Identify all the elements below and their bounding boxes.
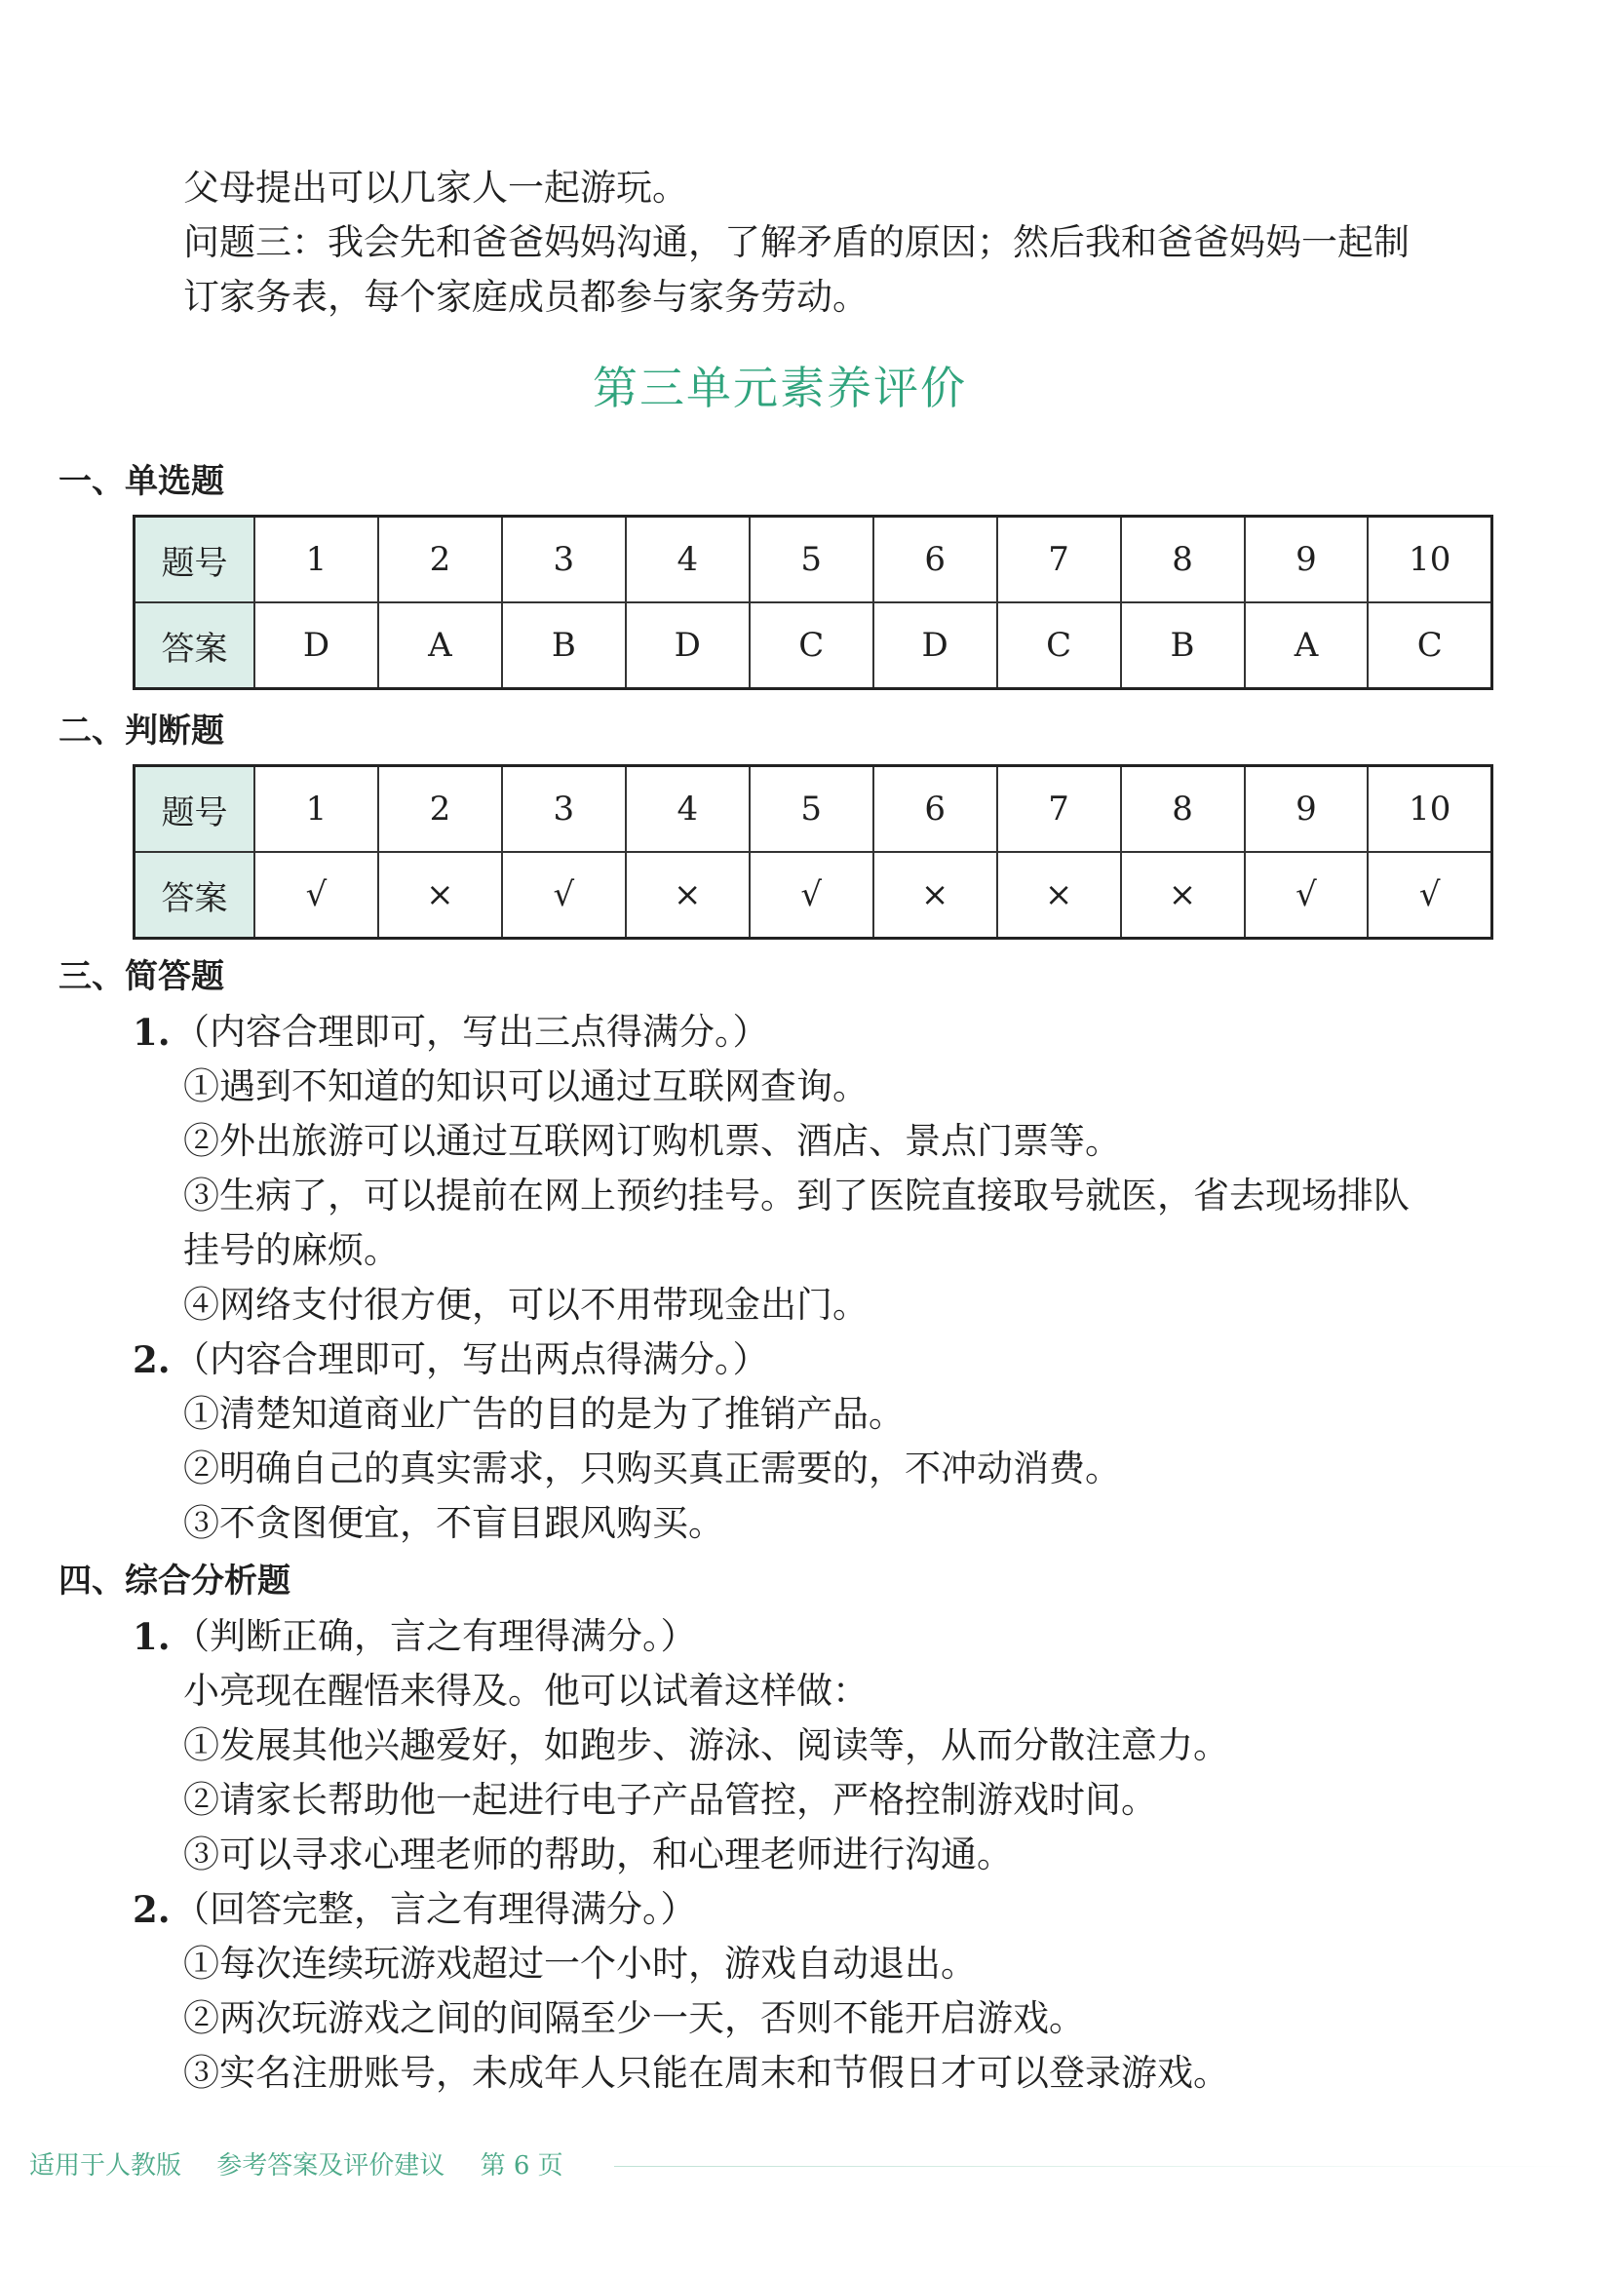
question-number-cell: 7 <box>997 517 1121 603</box>
question-number: 2. <box>133 1338 171 1381</box>
question-number-cell: 7 <box>997 766 1121 853</box>
intro-line-2: 问题三：我会先和爸爸妈妈沟通，了解矛盾的原因；然后我和爸爸妈妈一起制 <box>183 221 1410 263</box>
question-number-cell: 2 <box>378 517 502 603</box>
question-number-cell: 9 <box>1245 766 1369 853</box>
footer-edition: 适用于人教版 <box>29 2151 182 2181</box>
answer-item: 挂号的麻烦。 <box>183 1229 400 1271</box>
answer-cell: √ <box>254 852 378 939</box>
answer-cell: D <box>626 602 750 689</box>
true-false-answer-table <box>133 764 1493 940</box>
question-number-cell: 10 <box>1368 517 1491 603</box>
intro-line-1: 父母提出可以几家人一起游玩。 <box>183 167 688 209</box>
answer-cell: × <box>997 852 1121 939</box>
question-number-cell: 8 <box>1121 766 1245 853</box>
question-note: （判断正确，言之有理得满分。） <box>174 1615 697 1657</box>
footer-divider <box>614 2166 1589 2167</box>
question-number-cell: 4 <box>626 766 750 853</box>
question-number-cell: 2 <box>378 766 502 853</box>
answer-cell: A <box>378 602 502 689</box>
question-number: 1. <box>133 1615 171 1658</box>
section-heading-comprehensive: 四、综合分析题 <box>58 1562 290 1601</box>
answer-cell: √ <box>1368 852 1491 939</box>
answer-cell: A <box>1245 602 1369 689</box>
answer-item: ③可以寻求心理老师的帮助，和心理老师进行沟通。 <box>183 1834 1013 1875</box>
question-number-cell: 4 <box>626 517 750 603</box>
answer-cell: C <box>750 602 873 689</box>
answer-item: 小亮现在醒悟来得及。他可以试着这样做： <box>183 1670 869 1712</box>
row-header-answer: 答案 <box>135 602 255 689</box>
answer-item: ②两次玩游戏之间的间隔至少一天，否则不能开启游戏。 <box>183 1997 1085 2039</box>
answer-cell: × <box>873 852 997 939</box>
question-number: 2. <box>133 1888 171 1931</box>
question-note: （回答完整，言之有理得满分。） <box>174 1888 697 1930</box>
question-note: （内容合理即可，写出两点得满分。） <box>174 1338 769 1380</box>
question-number-cell: 1 <box>254 517 378 603</box>
answer-cell: √ <box>502 852 626 939</box>
table-row-numbers <box>135 517 1492 603</box>
answer-item: ②请家长帮助他一起进行电子产品管控，严格控制游戏时间。 <box>183 1779 1157 1821</box>
row-header-number: 题号 <box>135 517 255 603</box>
question-number-cell: 8 <box>1121 517 1245 603</box>
question-note: （内容合理即可，写出三点得满分。） <box>174 1011 769 1053</box>
answer-cell: C <box>997 602 1121 689</box>
answer-cell: D <box>873 602 997 689</box>
question-number-cell: 3 <box>502 517 626 603</box>
answer-cell: B <box>502 602 626 689</box>
answer-cell: √ <box>750 852 873 939</box>
section-heading-single-choice: 一、单选题 <box>58 462 224 501</box>
table-row-answers <box>135 852 1492 939</box>
question-number-cell: 9 <box>1245 517 1369 603</box>
answer-cell: × <box>1121 852 1245 939</box>
answer-cell: × <box>378 852 502 939</box>
answer-item: ①遇到不知道的知识可以通过互联网查询。 <box>183 1065 869 1107</box>
answer-cell: × <box>626 852 750 939</box>
table-row-answers <box>135 602 1492 689</box>
answer-cell: √ <box>1245 852 1369 939</box>
answer-item: ①清楚知道商业广告的目的是为了推销产品。 <box>183 1393 905 1435</box>
answer-item: ①发展其他兴趣爱好，如跑步、游泳、阅读等，从而分散注意力。 <box>183 1724 1229 1766</box>
answer-cell: B <box>1121 602 1245 689</box>
answer-item: ③实名注册账号，未成年人只能在周末和节假日才可以登录游戏。 <box>183 2052 1229 2094</box>
question-number-cell: 6 <box>873 766 997 853</box>
answer-item: ①每次连续玩游戏超过一个小时，游戏自动退出。 <box>183 1943 977 1985</box>
section-heading-true-false: 二、判断题 <box>58 712 224 751</box>
row-header-answer: 答案 <box>135 852 255 939</box>
question-number-cell: 6 <box>873 517 997 603</box>
footer-page-number: 第 6 页 <box>480 2151 563 2181</box>
question-number: 1. <box>133 1011 171 1054</box>
answer-item: ④网络支付很方便，可以不用带现金出门。 <box>183 1284 869 1326</box>
question-number-cell: 5 <box>750 766 873 853</box>
footer-book-title: 参考答案及评价建议 <box>216 2151 445 2181</box>
question-number-cell: 10 <box>1368 766 1491 853</box>
table-row-numbers <box>135 766 1492 853</box>
intro-line-3: 订家务表，每个家庭成员都参与家务劳动。 <box>183 276 869 318</box>
answer-item: ②明确自己的真实需求，只购买真正需要的，不冲动消费。 <box>183 1448 1121 1489</box>
page-footer <box>29 2150 1589 2181</box>
section-heading-short-answer: 三、简答题 <box>58 957 224 996</box>
answer-cell: C <box>1368 602 1491 689</box>
answer-item: ③不贪图便宜，不盲目跟风购买。 <box>183 1502 724 1544</box>
row-header-number: 题号 <box>135 766 255 853</box>
question-number-cell: 1 <box>254 766 378 853</box>
question-number-cell: 5 <box>750 517 873 603</box>
answer-item: ②外出旅游可以通过互联网订购机票、酒店、景点门票等。 <box>183 1120 1121 1162</box>
unit-title: 第三单元素养评价 <box>593 362 967 414</box>
answer-cell: D <box>254 602 378 689</box>
question-number-cell: 3 <box>502 766 626 853</box>
answer-item: ③生病了，可以提前在网上预约挂号。到了医院直接取号就医，省去现场排队 <box>183 1175 1410 1216</box>
single-choice-answer-table <box>133 515 1493 690</box>
